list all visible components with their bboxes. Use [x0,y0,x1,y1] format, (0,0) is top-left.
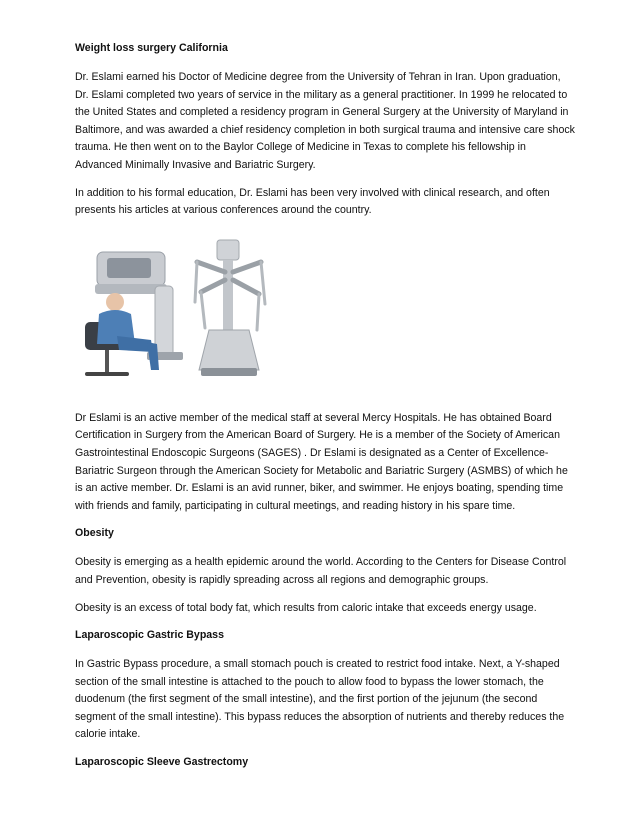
obesity-paragraph-1: Obesity is emerging as a health epidemic around the world. According to the Centers for Disease Control and Prevention, obesity is rapidly spreading across all regions and demographic groups. [75,556,567,586]
bio-paragraph: Dr Eslami is an active member of the medical staff at several Mercy Hospitals. He has obtained Board Certification in Surgery from the American Board of Surgery. He is a member of the Society of American Gastrointestinal Endoscopic Surgeons (SAGES) . Dr Eslami is designated as a Center of Excellence-Bariatric Surgeon through the American Society for Metabolic and Bariatric Surgery (ASMBS) of which he is an active member. Dr. Eslami is an avid runner, biker, and swimmer. He enjoys boating, spending time with friends and family, participating in cultural meetings, and reading history in his spare time. [75,411,568,512]
document-content [75,40,575,783]
intro-paragraph-2: In addition to his formal education, Dr. Eslami has been very involved with clinical research, and often presents his articles at various conferences around the country. [75,186,550,217]
intro-paragraph-1: Dr. Eslami earned his Doctor of Medicine degree from the University of Tehran in Iran. Upon graduation, Dr. Eslami completed two years of service in the military as a general practitioner. In 1999 he relocated to the United States and completed a residency program in General Surgery at the University of Maryland in Baltimore, and was awarded a chief residency completion in both surgical trauma and intensive care shock trauma. He then went on to the Baylor College of Medicine in Texas to complete his fellowship in Advanced Minimally Invasive and Bariatric Surgery. [75,71,575,171]
section-heading-sleeve-gastrectomy: Laparoscopic Sleeve Gastrectomy [75,756,249,769]
section-heading-gastric-bypass: Laparoscopic Gastric Bypass [75,629,224,642]
gastric-bypass-paragraph: In Gastric Bypass procedure, a small stomach pouch is created to restrict food intake. Next, a Y-shaped section of the small intestine is attached to the pouch to allow food to bypass the lower stomach, the duodenum (the first segment of the small intestine), and the first portion of the jejunum (the second segment of the small intestine). This bypass reduces the absorption of nutrients and thereby reduces the calorie intake. [75,658,565,741]
surgical-robot-illustration [77,232,287,392]
obesity-paragraph-2: Obesity is an excess of total body fat, which results from caloric intake that exceeds energy usage. [75,601,537,614]
section-heading-obesity: Obesity [75,527,114,540]
page-title: Weight loss surgery California [75,42,228,54]
surgical-robot-photo [77,232,287,392]
